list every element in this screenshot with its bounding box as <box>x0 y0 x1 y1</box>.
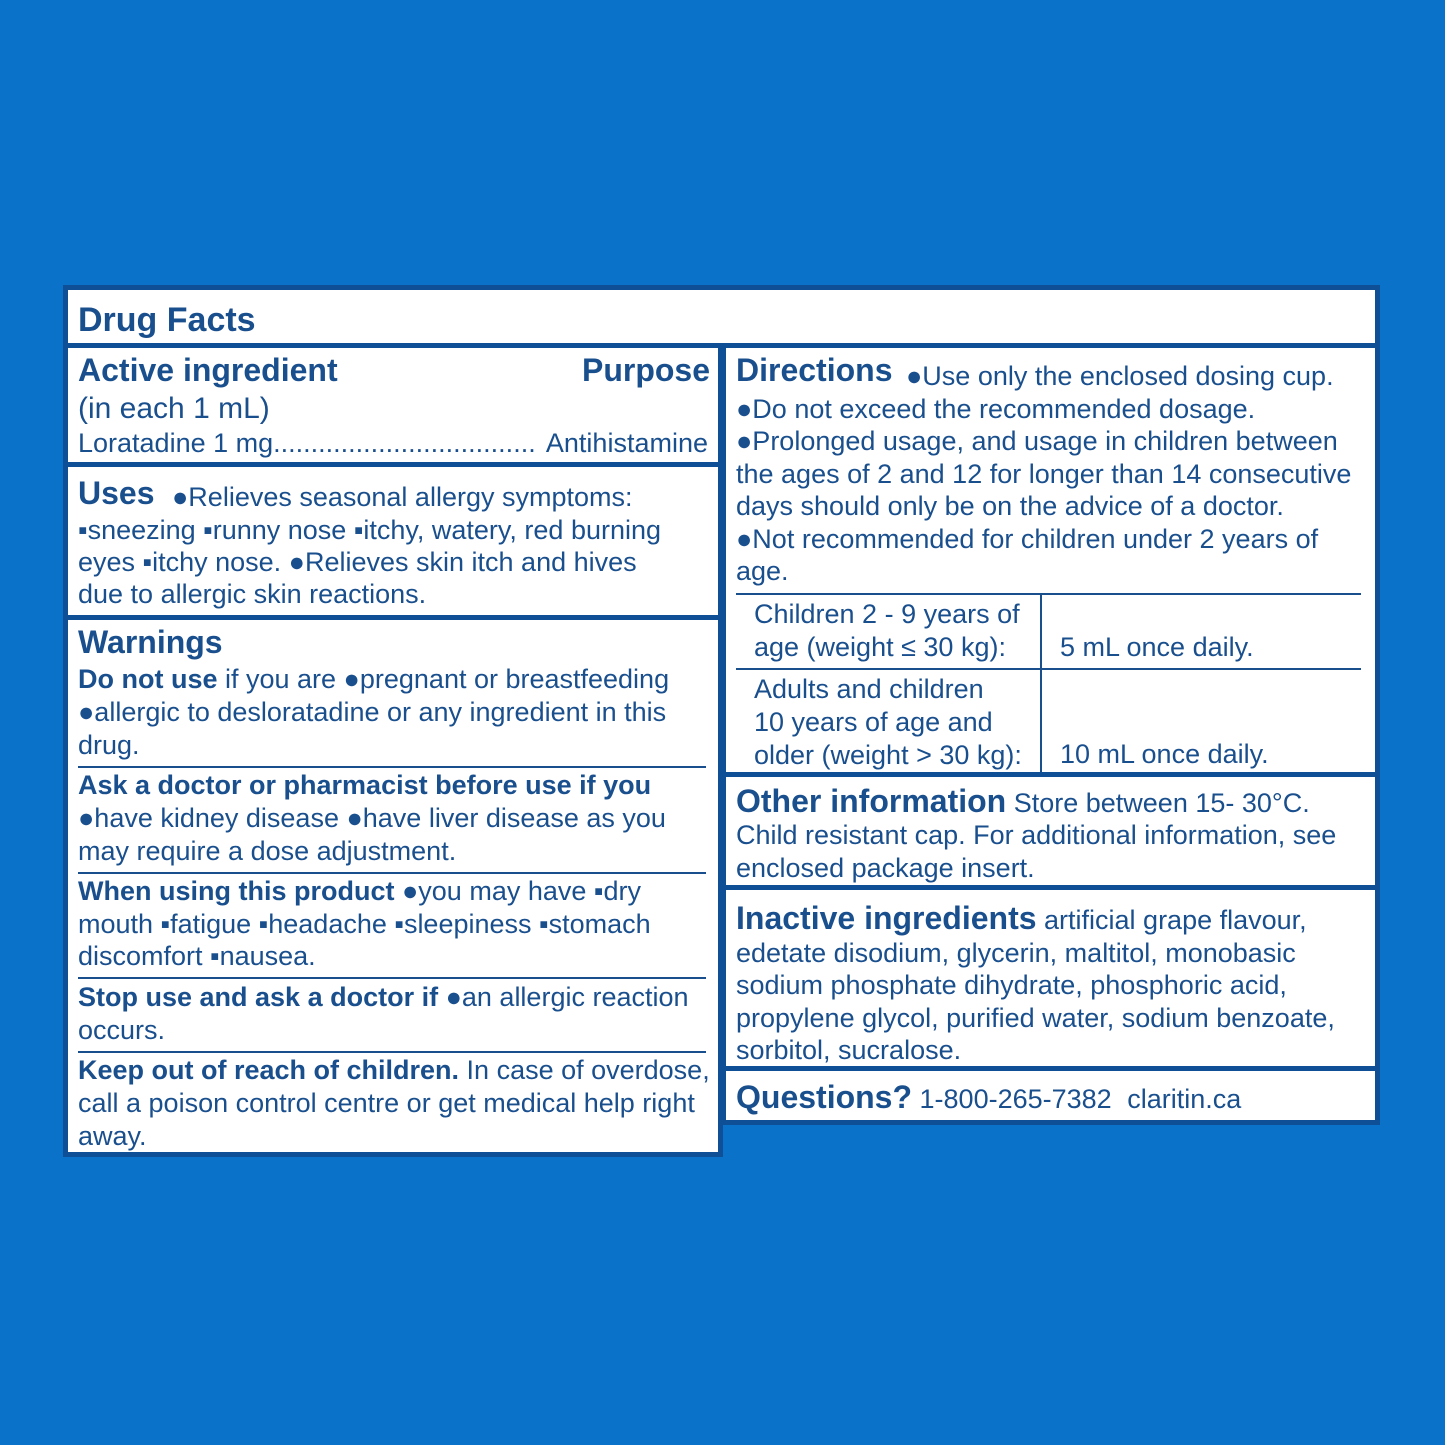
inactive-text: propylene glycol, purified water, sodium benzoate, <box>736 1003 1335 1033</box>
when-using-text: ●you may have ▪dry <box>394 876 641 906</box>
active-ingredient-per: (in each 1 mL) <box>78 392 270 425</box>
do-not-use-text: drug. <box>78 730 140 760</box>
when-using-label: When using this product <box>78 876 395 906</box>
leader-dots: ................................... <box>273 428 536 458</box>
dosage-table-column-rule <box>1040 593 1042 777</box>
stop-use-line <box>78 981 689 1014</box>
inactive-text: sorbitol, sucralose. <box>736 1035 962 1065</box>
questions-heading: Questions? <box>736 1079 913 1115</box>
directions-line: ●Prolonged usage, and usage in children between <box>736 426 1338 456</box>
dosage-who-line: Children 2 - 9 years of <box>754 599 1020 629</box>
stop-use-text: occurs. <box>78 1015 166 1045</box>
dosage-amount: 5 mL once daily. <box>1060 632 1254 662</box>
drug-facts-title-panel <box>63 285 1380 348</box>
ingredient-name: Loratadine 1 mg <box>78 428 274 458</box>
keep-out-text: call a poison control centre or get medical help right <box>78 1088 695 1118</box>
uses-panel <box>63 462 723 620</box>
divider <box>78 872 706 874</box>
when-using-text: mouth ▪fatigue ▪headache ▪sleepiness ▪stomach <box>78 909 651 939</box>
questions-panel <box>721 1066 1380 1125</box>
uses-line: due to allergic skin reactions. <box>78 579 427 609</box>
other-information-panel <box>721 772 1380 890</box>
do-not-use-text: ●allergic to desloratadine or any ingredient in this <box>78 697 667 727</box>
directions-line: age. <box>736 556 789 586</box>
keep-out-line <box>78 1054 710 1087</box>
inactive-line <box>736 902 1307 937</box>
directions-panel <box>721 343 1380 777</box>
uses-line: eyes ▪itchy nose. ●Relieves skin itch and hives <box>78 547 637 577</box>
directions-heading: Directions <box>736 352 893 388</box>
ingredient-purpose: Antihistamine <box>545 428 708 458</box>
directions-line: days should only be on the advice of a doctor. <box>736 491 1284 521</box>
dosage-who-line: age (weight ≤ 30 kg): <box>754 632 1006 662</box>
other-info-heading: Other information <box>736 783 1007 819</box>
dosage-who-line: 10 years of age and <box>754 707 993 737</box>
uses-line: ●Relieves seasonal allergy symptoms: <box>172 482 633 512</box>
dosage-row-adults-dose <box>1060 738 1269 771</box>
dosage-row-adults-who <box>754 673 1022 772</box>
when-using-line <box>78 875 641 908</box>
ask-doctor-text: ●have kidney disease ●have liver disease as you <box>78 803 666 833</box>
dosage-table-top-rule <box>736 593 1361 595</box>
active-ingredient-heading: Active ingredient <box>78 352 338 388</box>
inactive-heading: Inactive ingredients <box>736 900 1037 936</box>
keep-out-text: away. <box>78 1121 147 1151</box>
page-title: Drug Facts <box>78 301 256 339</box>
questions-website[interactable]: claritin.ca <box>1127 1084 1242 1114</box>
warnings-panel <box>63 615 723 1157</box>
when-using-text: discomfort ▪nausea. <box>78 941 316 971</box>
dosage-row-children-who <box>754 598 1020 664</box>
divider <box>78 1051 706 1053</box>
do-not-use-label: Do not use <box>78 664 218 694</box>
uses-line: ▪sneezing ▪runny nose ▪itchy, watery, red burning <box>78 515 662 545</box>
directions-line: ●Not recommended for children under 2 years of <box>736 524 1319 554</box>
dosage-who-line: older (weight > 30 kg): <box>754 740 1022 770</box>
directions-line: the ages of 2 and 12 for longer than 14 consecutive <box>736 459 1352 489</box>
do-not-use-text: if you are ●pregnant or breastfeeding <box>217 664 670 694</box>
keep-out-text: In case of overdose, <box>459 1055 710 1085</box>
stop-use-text: ●an allergic reaction <box>438 982 689 1012</box>
questions-phone[interactable]: 1-800-265-7382 <box>919 1084 1112 1114</box>
directions-line: ●Do not exceed the recommended dosage. <box>736 394 1256 424</box>
active-ingredient-line <box>78 427 708 460</box>
other-info-text: enclosed package insert. <box>736 853 1035 883</box>
dosage-table-row-rule <box>736 668 1361 670</box>
other-info-text: Store between 15- 30°C. <box>1006 788 1310 818</box>
other-info-line <box>736 785 1310 820</box>
ask-doctor-label: Ask a doctor or pharmacist before use if you <box>78 770 652 800</box>
dosage-amount: 10 mL once daily. <box>1060 739 1269 769</box>
inactive-ingredients-panel <box>721 885 1380 1071</box>
active-ingredient-panel <box>63 343 723 467</box>
stop-use-label: Stop use and ask a doctor if <box>78 982 439 1012</box>
dosage-row-children-dose <box>1060 631 1254 664</box>
other-info-text: Child resistant cap. For additional information, see <box>736 820 1337 850</box>
do-not-use-line <box>78 663 669 696</box>
uses-heading: Uses <box>78 475 155 511</box>
inactive-text: artificial grape flavour, <box>1036 905 1307 935</box>
questions-line <box>736 1081 1241 1116</box>
purpose-heading: Purpose <box>581 352 710 388</box>
divider <box>78 977 706 979</box>
inactive-text: edetate disodium, glycerin, maltitol, monobasic <box>736 938 1296 968</box>
keep-out-label: Keep out of reach of children. <box>78 1055 460 1085</box>
directions-line: ●Use only the enclosed dosing cup. <box>906 361 1334 391</box>
dosage-who-line: Adults and children <box>754 674 984 704</box>
warnings-heading: Warnings <box>78 624 223 660</box>
divider <box>78 766 706 768</box>
ask-doctor-text: may require a dose adjustment. <box>78 836 457 866</box>
inactive-text: sodium phosphate dihydrate, phosphoric acid, <box>736 970 1287 1000</box>
